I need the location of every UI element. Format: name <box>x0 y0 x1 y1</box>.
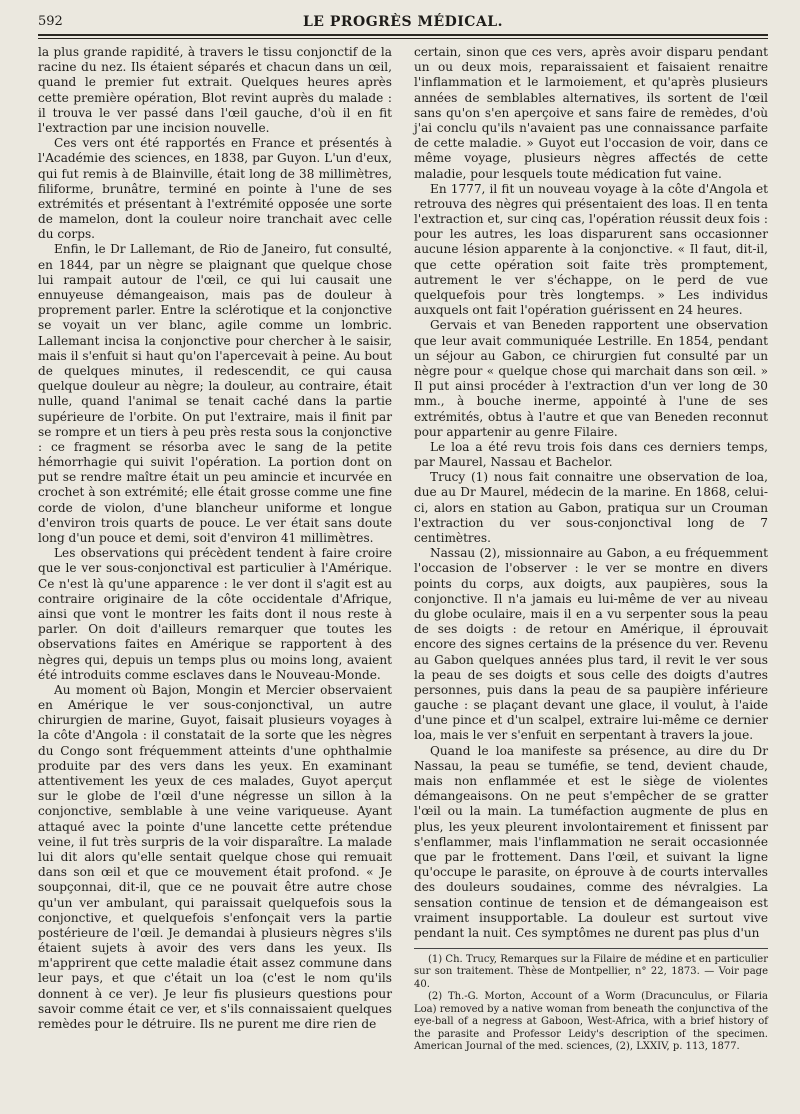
footnotes <box>414 948 768 1053</box>
paragraph: Au moment où Bajon, Mongin et Mercier observaient en Amérique le ver sous-conjonctival, un autre chirurgien de marine, Guyot, faisait plusieurs voyages à la côte d'Angola : il constatait de la sorte que les nègres du Congo sont fréquemment atteints d'une ophthalmie produite par des vers dans les yeux. En examinant attentivement les yeux de ces malades, Guyot aperçut sur le globe de l'œil d'une négresse un sillon à la conjonctive, semblable à une veine variqueuse. Ayant attaqué avec la pointe d'une lancette cette prétendue veine, il fut très surpris de la voir disparaître. La malade lui dit alors qu'elle sentait quelque chose qui remuait dans son œil et que ce mouvement était profond. « Je soupçonnai, dit-il, que ce ne pouvait être autre chose qu'un ver ambulant, qui paraissait quelquefois sous la conjonctive, et quelquefois s'enfonçait vers la partie postérieure de l'œil. Je demandai à plusieurs nègres s'ils étaient sujets à avoir des vers dans les yeux. Ils m'apprirent que cette maladie était assez commune dans leur pays, et que c'était un loa (c'est le nom qu'ils donnent à ce ver). Je leur fis plusieurs questions pour savoir comme était ce ver, et s'ils connaissaient quelques remèdes pour le détruire. Ils ne purent me dire rien de <box>38 682 392 1031</box>
header-rule <box>38 34 768 39</box>
paragraph: Nassau (2), missionnaire au Gabon, a eu fréquemment l'occasion de l'observer : le ver se montre en divers points du corps, aux doigts, aux paupières, sous la conjonctive. Il n'a jamais eu lui-même de ver au niveau du globe oculaire, mais il en a vu serpenter sous la peau de ses doigts : de retour en Amérique, il éprouvait encore des signes certains de la présence du ver. Revenu au Gabon quelques années plus tard, il revit le ver sous la peau de ses doigts et sous celle des doigts d'autres personnes, puis dans la peau de sa paupière inférieure gauche : se plaçant devant une glace, il voulut, à l'aide d'une pince et d'un scalpel, extraire lui-même ce dernier loa, mais le ver s'enfuit en serpentant à travers la joue. <box>414 546 768 743</box>
paragraph: En 1777, il fit un nouveau voyage à la côte d'Angola et retrouva des nègres qui présentaient des loas. Il en tenta l'extraction et, sur cinq cas, l'opération réussit deux fois : pour les autres, les loas disparurent sans occasionner aucune lésion apparente à la conjonctive. « Il faut, dit-il, que cette opération soit faite très promptement, autrement le ver s'échappe, on le perd de vue quelquefois pour très longtemps. » Les individus auxquels ont fait l'opération guérissent en 24 heures. <box>414 181 768 318</box>
paragraph: Quand le loa manifeste sa présence, au dire du Dr Nassau, la peau se tuméfie, se tend, devient chaude, mais non enflammée et est le siège de violentes démangeaisons. On ne peut s'empêcher de se gratter l'œil ou la main. La tuméfaction augmente de plus en plus, les yeux pleurent involontairement et finissent par s'enflammer, mais l'inflammation ne serait occasionnée que par le frottement. Dans l'œil, et suivant la ligne qu'occupe le parasite, on éprouve à de courts intervalles des douleurs soudaines, comme des névralgies. La sensation continue de tension et de démangeaison est vraiment insupportable. La douleur est surtout vive pendant la nuit. Ces symptômes ne durent pas plus d'un <box>414 743 768 940</box>
footnote: (1) Ch. Trucy, Remarques sur la Filaire de médine et en particulier sur son traitement. Thèse de Montpellier, n° 22, 1873. — Voir page 40. <box>414 954 768 990</box>
right-column <box>414 45 768 1053</box>
paragraph: Les observations qui précèdent tendent à faire croire que le ver sous-conjonctival est particulier à l'Amérique. Ce n'est là qu'une apparence : le ver dont il s'agit est au contraire originaire de la côte occidentale d'Afrique, ainsi que vont le montrer les faits dont il nous reste à parler. On doit d'ailleurs remarquer que toutes les observations faites en Amérique se rapportent à des nègres qui, depuis un temps plus ou moins long, avaient été introduits comme esclaves dans le Nouveau-Monde. <box>38 546 392 682</box>
paragraph: Trucy (1) nous fait connaitre une observation de loa, due au Dr Maurel, médecin de la marine. En 1868, celui-ci, alors en station au Gabon, pratiqua sur un Crouman l'extraction du ver sous-conjonctival long de 7 centimètres. <box>414 470 768 545</box>
left-column <box>38 45 392 1053</box>
footnote: (2) Th.-G. Morton, Account of a Worm (Dracunculus, or Filaria Loa) removed by a native woman from beneath the conjunctiva of the eye-ball of a negress at Gaboon, West-Africa, with a brief history of the parasite and Professor Leidy's description of the specimen. American Journal of the med. sciences, (2), LXXIV, p. 113, 1877. <box>414 991 768 1052</box>
running-title: LE PROGRÈS MÉDICAL. <box>302 14 504 30</box>
paragraph: Gervais et van Beneden rapportent une observation que leur avait communiquée Lestrille. En 1854, pendant un séjour au Gabon, ce chirurgien fut consulté par un nègre pour « quelque chose qui marchait dans son œil. » Il put ainsi procéder à l'extraction d'un ver long de 30 mm., à bouche inerme, appointé à l'une de ses extrémités, obtus à l'autre et que van Beneden reconnut pour appartenir au genre Filaire. <box>414 318 768 439</box>
paragraph: certain, sinon que ces vers, après avoir disparu pendant un ou deux mois, reparaissaient et faisaient renaitre l'inflammation et le larmoiement, et qu'après plusieurs années de semblables alternatives, ils sortent de l'œil sans qu'on s'en aperçoive et sans faire de remèdes, d'où j'ai conclu qu'ils n'avaient pas une connaissance parfaite de cette maladie. » Guyot eut l'occasion de voir, dans ce même voyage, plusieurs nègres affectés de cette maladie, pour lesquels toute médication fut vaine. <box>414 45 768 181</box>
page-number: 592 <box>38 14 63 29</box>
page-header <box>38 14 768 34</box>
body-columns <box>38 45 768 1053</box>
paragraph: Ces vers ont été rapportés en France et présentés à l'Académie des sciences, en 1838, par Guyon. L'un d'eux, qui fut remis à de Blainville, était long de 38 millimètres, filiforme, brunâtre, terminé en pointe à l'une de ses extrémités et présentant à l'extrémité opposée une sorte de mamelon, dont la couleur noire tranchait avec celle du corps. <box>38 136 392 242</box>
paragraph: la plus grande rapidité, à travers le tissu conjonctif de la racine du nez. Ils étaient séparés et chacun dans un œil, quand le premier fut extrait. Quelques heures après cette première opération, Blot revint auprès du malade : il trouva le ver passé dans l'œil gauche, d'où il en fit l'extraction par une incision nouvelle. <box>38 45 392 135</box>
paragraph: Enfin, le Dr Lallemant, de Rio de Janeiro, fut consulté, en 1844, par un nègre se plaignant que quelque chose lui rampait autour de l'œil, ce qui lui causait une ennuyeuse démangeaison, mais pas de douleur à proprement parler. Entre la sclérotique et la conjonctive se voyait un ver blanc, agile comme un lombric. Lallemant incisa la conjonctive pour chercher à le saisir, mais il s'enfuit si haut qu'on l'apercevait à peine. Au bout de quelques minutes, il redescendit, ce qui causa quelque douleur au nègre; la douleur, au contraire, était nulle, quand l'animal se tenait caché dans la partie supérieure de l'orbite. On put l'extraire, mais il finit par se rompre et un tiers à peu près resta sous la conjonctive : ce fragment se résorba avec le sang de la petite hémorrhagie qui suivit l'opération. La portion dont on put se rendre maître était un peu amincie et incurvée en crochet à son extrémité; elle était grosse comme une fine corde de violon, d'une blancheur uniforme et longue d'environ trois quarts de pouce. Le ver était sans doute long d'un pouce et demi, soit d'environ 41 millimètres. <box>38 242 392 545</box>
paragraph: Le loa a été revu trois fois dans ces derniers temps, par Maurel, Nassau et Bachelor. <box>414 439 768 470</box>
